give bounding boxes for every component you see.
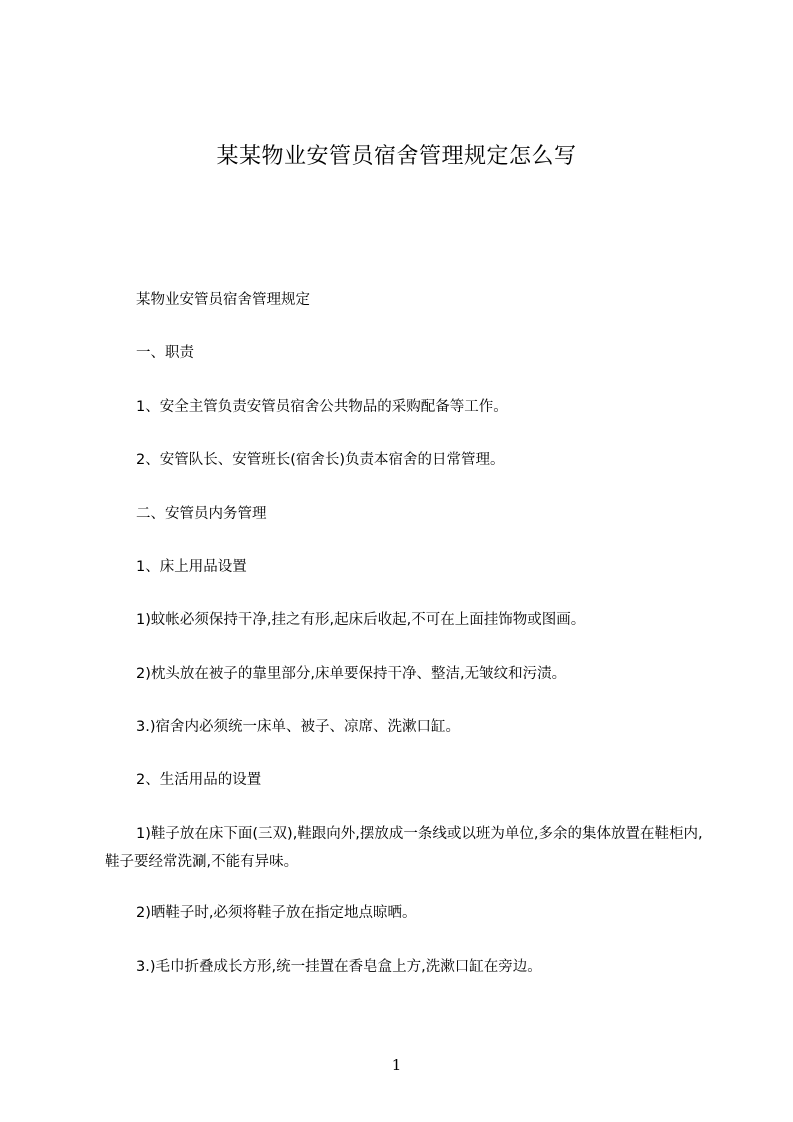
- paragraph-bedding-2: 2)枕头放在被子的靠里部分,床单要保持干净、整洁,无皱纹和污渍。: [136, 666, 567, 682]
- paragraph-daily-items-3: 3.)毛巾折叠成长方形,统一挂置在香皂盒上方,洗漱口缸在旁边。: [136, 959, 542, 975]
- paragraph-bedding-3: 3.)宿舍内必须统一床单、被子、凉席、洗漱口缸。: [136, 719, 460, 735]
- paragraph-bedding-1: 1)蚊帐必须保持干净,挂之有形,起床后收起,不可在上面挂饰物或图画。: [136, 612, 586, 628]
- section-heading-internal-affairs: 二、安管员内务管理: [136, 506, 267, 522]
- document-title: 某某物业安管员宿舍管理规定怎么写: [216, 144, 577, 169]
- subheading-bedding: 1、床上用品设置: [136, 559, 247, 575]
- subheading-daily-items: 2、生活用品的设置: [136, 772, 262, 788]
- paragraph-daily-items-2: 2)晒鞋子时,必须将鞋子放在指定地点晾晒。: [136, 905, 417, 921]
- paragraph-duty-1: 1、安全主管负责安管员宿舍公共物品的采购配备等工作。: [136, 399, 508, 415]
- paragraph-duty-2: 2、安管队长、安管班长(宿舍长)负责本宿舍的日常管理。: [136, 452, 505, 468]
- page-number: 1: [391, 1056, 402, 1074]
- paragraph-subtitle: 某物业安管员宿舍管理规定: [136, 292, 310, 308]
- paragraph-daily-items-1: 1)鞋子放在床下面(三双),鞋跟向外,摆放成一条线或以班为单位,多余的集体放置在鞋柜内,鞋子要经常洗涮,不能有异味。: [105, 826, 703, 870]
- section-heading-duties: 一、职责: [136, 345, 194, 361]
